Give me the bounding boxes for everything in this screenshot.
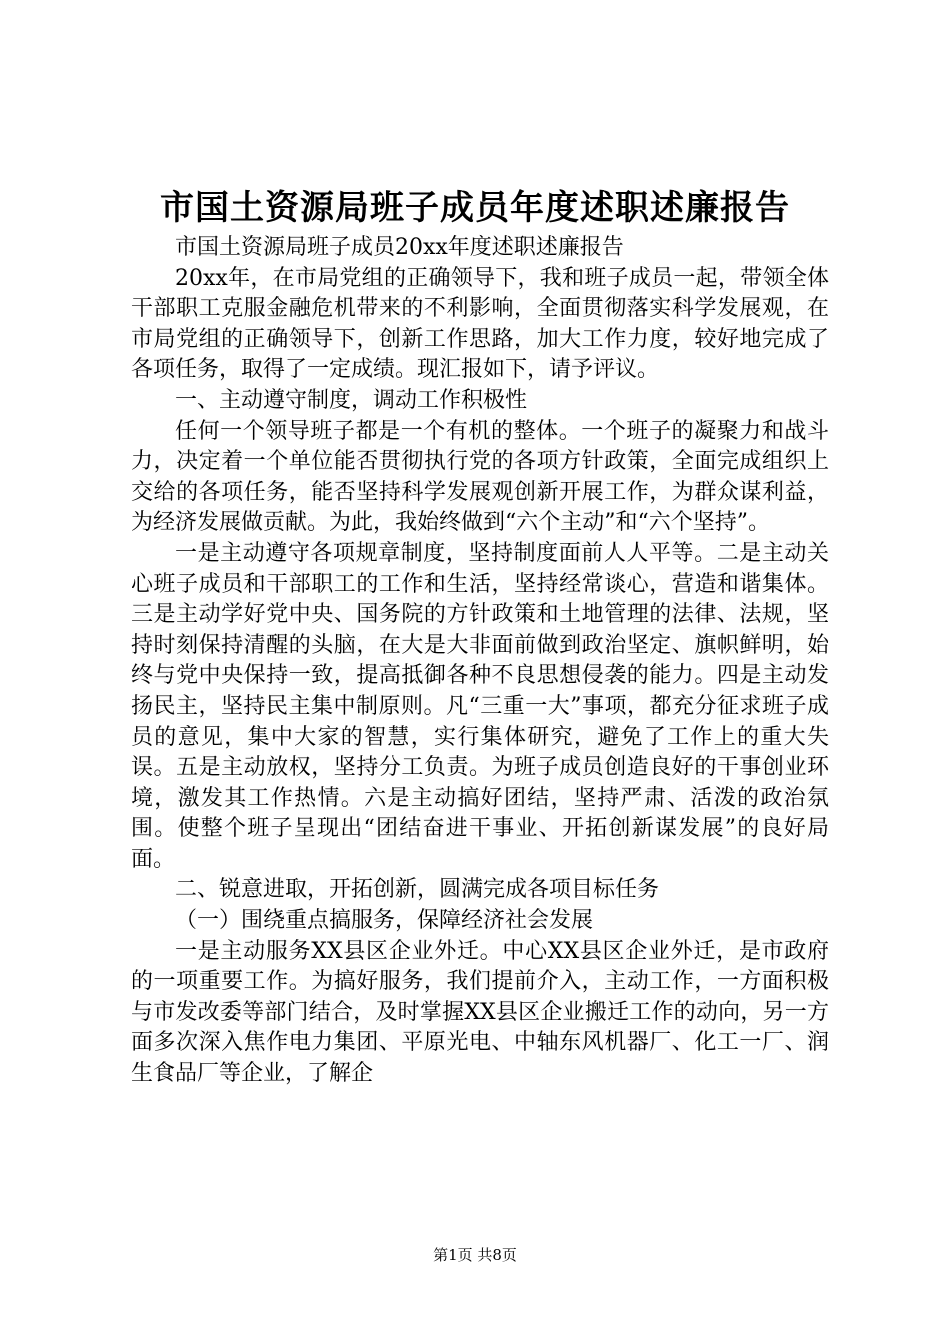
- page-footer: 第1页 共8页: [433, 1246, 517, 1264]
- document-title: 市国土资源局班子成员年度述职述廉报告: [160, 188, 790, 228]
- intro-paragraph: 20xx年，在市局党组的正确领导下，我和班子成员一起，带领全体干部职工克服金融危机带来的不利影响，全面贯彻落实科学发展观，在市局党组的正确领导下，创新工作思路，加大工作力度，较好地完成了各项任务，取得了一定成绩。现汇报如下，请予评议。: [131, 265, 829, 383]
- subsection-heading-1: （一）围绕重点搞服务，保障经济社会发展: [175, 908, 594, 934]
- section-heading-1: 一、主动遵守制度，调动工作积极性: [175, 387, 528, 413]
- subtitle-paragraph: 市国土资源局班子成员20xx年度述职述廉报告: [175, 235, 624, 260]
- body-paragraph: 任何一个领导班子都是一个有机的整体。一个班子的凝聚力和战斗力，决定着一个单位能否贯彻执行党的各项方针政策，全面完成组织上交给的各项任务，能否坚持科学发展观创新开展工作，为群众谋利益，为经济发展做贡献。为此，我始终做到“六个主动”和“六个坚持”。: [131, 418, 829, 536]
- body-paragraph: 一是主动遵守各项规章制度，坚持制度面前人人平等。二是主动关心班子成员和干部职工的工作和生活，坚持经常谈心，营造和谐集体。三是主动学好党中央、国务院的方针政策和土地管理的法律、法规，坚持时刻保持清醒的头脑，在大是大非面前做到政治坚定、旗帜鲜明，始终与党中央保持一致，提高抵御各种不良思想侵袭的能力。四是主动发扬民主，坚持民主集中制原则。凡“三重一大”事项，都充分征求班子成员的意见，集中大家的智慧，实行集体研究，避免了工作上的重大失误。五是主动放权，坚持分工负责。为班子成员创造良好的干事创业环境，激发其工作热情。六是主动搞好团结，坚持严肃、活泼的政治氛围。使整个班子呈现出“团结奋进干事业、开拓创新谋发展”的良好局面。: [131, 540, 829, 872]
- body-paragraph: 一是主动服务XX县区企业外迁。中心XX县区企业外迁，是市政府的一项重要工作。为搞好服务，我们提前介入，主动工作，一方面积极与市发改委等部门结合，及时掌握XX县区企业搬迁工作的动向，另一方面多次深入焦作电力集团、平原光电、中轴东风机器厂、化工一厂、润生食品厂等企业，了解企: [131, 938, 829, 1087]
- section-heading-2: 二、锐意进取，开拓创新，圆满完成各项目标任务: [175, 877, 660, 903]
- document-body: [131, 233, 829, 1090]
